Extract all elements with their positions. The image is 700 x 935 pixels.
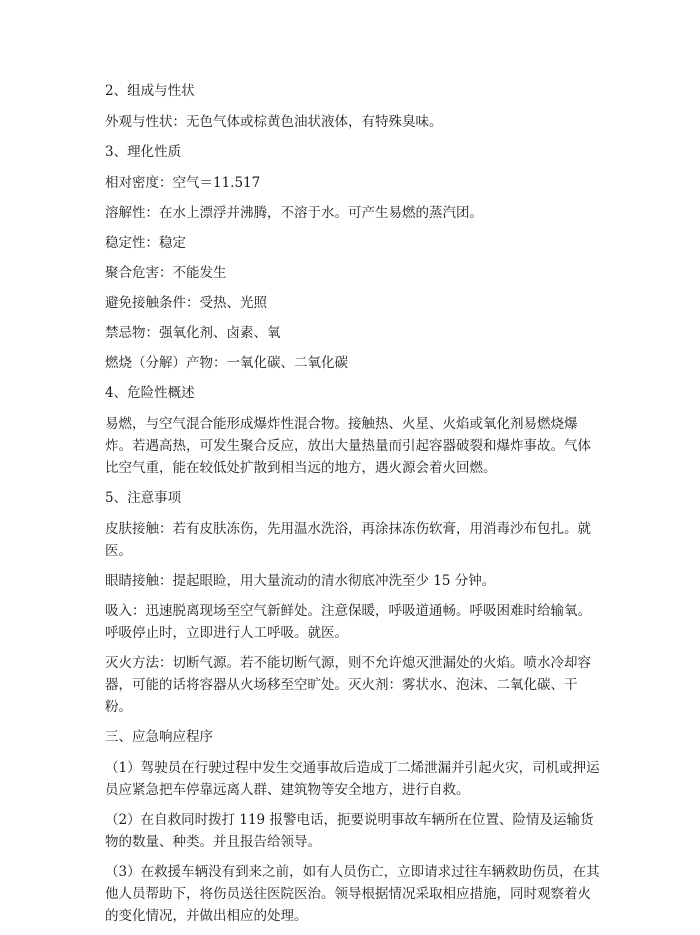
paragraph-appearance: 外观与性状：无色气体或棕黄色油状液体，有特殊臭味。 (105, 114, 443, 130)
paragraph-avoid-conditions: 避免接触条件：受热、光照 (105, 295, 267, 311)
paragraph-firefighting: 灭火方法：切断气源。若不能切断气源，则不允许熄灭泄漏处的火焰。喷水冷却容器，可能的话将容器从火场移至空旷处。灭火剂：雾状水、泡沫、二氧化碳、干粉。 (105, 655, 591, 715)
paragraph-incompatibles: 禁忌物：强氧化剂、卤素、氧 (105, 325, 281, 341)
paragraph-relative-density: 相对密度：空气＝11.517 (105, 175, 261, 191)
paragraph-step-3: （3）在救援车辆没有到来之前，如有人员伤亡，立即请求过往车辆救助伤员，在其他人员帮助下，将伤员送往医院医治。领导根据情况采取相应措施，同时观察着火的变化情况，并做出相应的处理。 (105, 864, 600, 924)
section-heading-composition: 2、组成与性状 (105, 83, 195, 99)
paragraph-skin-contact: 皮肤接触：若有皮肤冻伤，先用温水洗浴，再涂抹冻伤软膏，用消毒沙布包扎。就医。 (105, 521, 591, 559)
paragraph-inhalation: 吸入：迅速脱离现场至空气新鲜处。注意保暖，呼吸道通畅。呼吸困难时给输氧。呼吸停止时，立即进行人工呼吸。就医。 (105, 603, 591, 641)
paragraph-combustion-products: 燃烧（分解）产物：一氧化碳、二氧化碳 (105, 355, 348, 371)
section-heading-properties: 3、理化性质 (105, 144, 182, 160)
paragraph-solubility: 溶解性：在水上漂浮并沸腾，不溶于水。可产生易燃的蒸汽团。 (105, 205, 483, 221)
paragraph-step-1: （1）驾驶员在行驶过程中发生交通事故后造成丁二烯泄漏并引起火灾，司机或押运员应紧急把车停靠远离人群、建筑物等安全地方，进行自救。 (105, 760, 600, 798)
paragraph-polymerization: 聚合危害：不能发生 (105, 265, 227, 281)
paragraph-stability: 稳定性：稳定 (105, 235, 186, 251)
paragraph-hazard-overview: 易燃，与空气混合能形成爆炸性混合物。接触热、火星、火焰或氧化剂易燃烧爆炸。若遇高热，可发生聚合反应，放出大量热量而引起容器破裂和爆炸事故。气体比空气重，能在较低处扩散到相当远的地方，遇火源会着火回燃。 (105, 416, 591, 476)
document-body (105, 80, 600, 935)
section-heading-emergency: 三、应急响应程序 (105, 729, 213, 745)
section-heading-hazard: 4、危险性概述 (105, 385, 195, 401)
paragraph-eye-contact: 眼睛接触：提起眼睑，用大量流动的清水彻底冲洗至少 15 分钟。 (105, 573, 496, 589)
section-heading-precautions: 5、注意事项 (105, 490, 182, 506)
paragraph-step-2: （2）在自救同时拨打 119 报警电话，扼要说明事故车辆所在位置、险情及运输货物的数量、种类。并且报告给领导。 (105, 812, 594, 850)
